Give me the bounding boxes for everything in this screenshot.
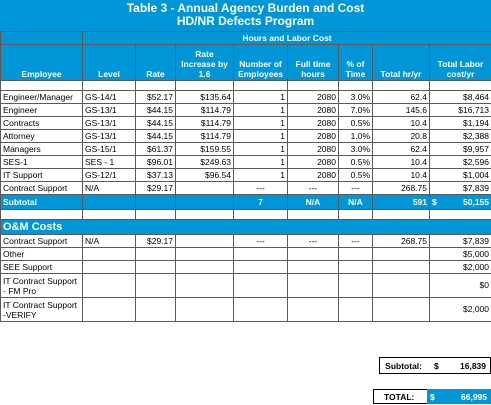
table-cell: $114.79 <box>176 104 234 117</box>
table-cell: --- <box>339 235 373 248</box>
table-cell: --- <box>234 235 288 248</box>
table-cell: SES - 1 <box>83 156 136 169</box>
table-cell: $16,713 <box>430 104 491 117</box>
total-value: 66,995 <box>461 392 487 402</box>
table-cell: 1 <box>234 117 288 130</box>
spacer-cell <box>339 81 373 91</box>
table-cell: GS-15/1 <box>83 143 136 156</box>
table-cell: N/A <box>83 235 136 248</box>
table-cell <box>288 274 339 298</box>
table-cell: 20.8 <box>373 130 430 143</box>
table-cell: $9,957 <box>430 143 491 156</box>
table-cell: Managers <box>1 143 83 156</box>
table-cell: GS-13/1 <box>83 130 136 143</box>
table-cell <box>83 274 136 298</box>
om-row <box>1 274 491 298</box>
table-cell: $61.37 <box>136 143 176 156</box>
subtotal-label: Subtotal <box>1 195 83 210</box>
spacer-cell <box>288 81 339 91</box>
subtotal-percent: N/A <box>339 195 373 210</box>
spacer-cell <box>83 210 136 220</box>
table-cell: 268.75 <box>373 235 430 248</box>
total-currency: $ <box>430 392 435 402</box>
table-cell: $114.79 <box>176 117 234 130</box>
group-header-row <box>1 32 491 45</box>
subtotal-currency: $ <box>432 196 437 207</box>
table-cell <box>339 261 373 274</box>
subtotal-value: 50,155 <box>463 196 490 207</box>
table-cell: 1 <box>234 91 288 104</box>
om-row <box>1 248 491 261</box>
table-cell <box>288 248 339 261</box>
table-cell: Contracts <box>1 117 83 130</box>
table-cell: 3.0% <box>339 91 373 104</box>
om-row <box>1 235 491 248</box>
table-cell: 62.4 <box>373 143 430 156</box>
table-cell: 3.0% <box>339 143 373 156</box>
table-cell: 10.4 <box>373 117 430 130</box>
spacer-cell <box>373 81 430 91</box>
table-cell: 10.4 <box>373 156 430 169</box>
col-header-level: Level <box>83 45 136 81</box>
col-header-full-time-hours: Full time hours <box>288 45 339 81</box>
subtotal-row <box>1 195 491 210</box>
table-cell: N/A <box>83 182 136 195</box>
table-cell: 2080 <box>288 130 339 143</box>
table-cell <box>339 298 373 322</box>
table-cell: $0 <box>430 274 491 298</box>
spacer-cell <box>83 81 136 91</box>
subtotal-cost <box>430 195 491 210</box>
subtotal-cell <box>83 195 136 210</box>
om-row <box>1 261 491 274</box>
spacer-cell <box>430 210 491 220</box>
table-cell: $52.17 <box>136 91 176 104</box>
table-cell: 2080 <box>288 156 339 169</box>
spacer-row <box>1 210 491 220</box>
spacer-cell <box>1 210 83 220</box>
table-cell: 268.75 <box>373 182 430 195</box>
spacer-cell <box>339 210 373 220</box>
table-cell <box>373 248 430 261</box>
table-cell <box>373 274 430 298</box>
spacer-cell <box>234 81 288 91</box>
table-cell: 1 <box>234 169 288 182</box>
group-header: Hours and Labor Cost <box>83 32 491 45</box>
table-cell <box>373 298 430 322</box>
col-header-rate: Rate <box>136 45 176 81</box>
table-cell: Contract Support <box>1 182 83 195</box>
table-cell <box>83 261 136 274</box>
labor-row <box>1 169 491 182</box>
table-cell <box>83 248 136 261</box>
table-cell: 62.4 <box>373 91 430 104</box>
table-cell: 1.0% <box>339 130 373 143</box>
table-cell <box>339 248 373 261</box>
om-subtotal-label: Subtotal: <box>385 361 422 371</box>
om-row <box>1 298 491 322</box>
table-cell <box>234 298 288 322</box>
table-cell: Other <box>1 248 83 261</box>
spacer-cell <box>234 210 288 220</box>
table-cell: $8,464 <box>430 91 491 104</box>
table-cell: $2,596 <box>430 156 491 169</box>
table-cell: Contract Support <box>1 235 83 248</box>
table-cell: IT Support <box>1 169 83 182</box>
title-line-1: Table 3 - Annual Agency Burden and Cost <box>126 1 365 15</box>
table-cell: 2080 <box>288 117 339 130</box>
table-cell <box>176 235 234 248</box>
table-cell: 7.0% <box>339 104 373 117</box>
table-cell <box>176 274 234 298</box>
table-cell: $44.15 <box>136 130 176 143</box>
subtotal-total-hours: 591 <box>373 195 430 210</box>
table-cell <box>176 298 234 322</box>
table-cell <box>136 248 176 261</box>
table-cell <box>373 261 430 274</box>
table-cell: 0.5% <box>339 117 373 130</box>
column-header-row <box>1 45 491 81</box>
table-cell: $159.55 <box>176 143 234 156</box>
om-header: O&M Costs <box>1 220 491 235</box>
col-header-total-hours: Total hr/yr <box>373 45 430 81</box>
table-cell: SES-1 <box>1 156 83 169</box>
table-cell: $7,839 <box>430 182 491 195</box>
blank-cell <box>1 32 83 45</box>
table-cell: GS-13/1 <box>83 117 136 130</box>
table-cell: $37.13 <box>136 169 176 182</box>
table-cell: $114.79 <box>176 130 234 143</box>
table-cell: Engineer/Manager <box>1 91 83 104</box>
table-cell: $44.15 <box>136 117 176 130</box>
table-cell: 1 <box>234 143 288 156</box>
table-cell: $249.63 <box>176 156 234 169</box>
table-cell: 0.5% <box>339 169 373 182</box>
table-cell: $2,000 <box>430 261 491 274</box>
labor-row <box>1 130 491 143</box>
labor-row <box>1 104 491 117</box>
table-cell: $1,194 <box>430 117 491 130</box>
table-cell: Engineer <box>1 104 83 117</box>
om-subtotal-currency: $ <box>434 361 439 371</box>
table-cell: --- <box>234 182 288 195</box>
labor-row <box>1 143 491 156</box>
labor-row <box>1 182 491 195</box>
table-cell: 2080 <box>288 91 339 104</box>
table-cell <box>83 298 136 322</box>
table-cell <box>234 248 288 261</box>
total-value-box <box>427 389 491 404</box>
table-cell: $5,000 <box>430 248 491 261</box>
labor-row <box>1 117 491 130</box>
table-cell: $7,839 <box>430 235 491 248</box>
subtotal-cell <box>176 195 234 210</box>
om-header-row <box>1 220 491 235</box>
title-line-2: HD/NR Defects Program <box>176 14 315 28</box>
table-cell: $96.54 <box>176 169 234 182</box>
spacer-cell <box>288 210 339 220</box>
table-cell: $29.17 <box>136 235 176 248</box>
table-cell: 2080 <box>288 143 339 156</box>
table-cell: IT Contract Support - FM Pro <box>1 274 83 298</box>
subtotal-cell <box>136 195 176 210</box>
labor-row <box>1 91 491 104</box>
spacer-cell <box>430 81 491 91</box>
table-cell: 0.5% <box>339 156 373 169</box>
spacer-cell <box>373 210 430 220</box>
spacer-cell <box>176 81 234 91</box>
col-header-employee: Employee <box>1 45 83 81</box>
table-cell: Attorney <box>1 130 83 143</box>
table-cell: --- <box>288 235 339 248</box>
spacer-cell <box>176 210 234 220</box>
grand-total <box>373 389 491 404</box>
col-header-total-labor-cost: Total Labor cost/yr <box>430 45 491 81</box>
spacer-row <box>1 81 491 91</box>
table-cell <box>136 274 176 298</box>
total-label: TOTAL: <box>384 392 415 402</box>
table-cell <box>234 274 288 298</box>
table-cell: 2080 <box>288 169 339 182</box>
subtotal-employees: 7 <box>234 195 288 210</box>
table-cell: $1,004 <box>430 169 491 182</box>
col-header-rate-increase: Rate Increase by 1.6 <box>176 45 234 81</box>
table-cell <box>136 298 176 322</box>
table-cell <box>234 261 288 274</box>
table-cell: $96.01 <box>136 156 176 169</box>
table-cell <box>339 274 373 298</box>
table-cell: 1 <box>234 156 288 169</box>
spacer-cell <box>136 81 176 91</box>
col-header-number-employees: Number of Employees <box>234 45 288 81</box>
table-cell <box>288 298 339 322</box>
table-cell: GS-13/1 <box>83 104 136 117</box>
om-subtotal-value: 16,839 <box>460 361 486 371</box>
table-cell: $135.64 <box>176 91 234 104</box>
table-cell: 145.6 <box>373 104 430 117</box>
spacer-cell <box>136 210 176 220</box>
table-cell: 2080 <box>288 104 339 117</box>
table-cell: $2,000 <box>430 298 491 322</box>
col-header-percent-time: % of Time <box>339 45 373 81</box>
table-cell: --- <box>288 182 339 195</box>
table-cell <box>176 182 234 195</box>
table-cell: 1 <box>234 104 288 117</box>
labor-table <box>0 31 491 322</box>
table-cell: $2,388 <box>430 130 491 143</box>
om-subtotal <box>379 357 491 374</box>
table-cell: IT Contract Support -VERIFY <box>1 298 83 322</box>
table-cell: SEE Support <box>1 261 83 274</box>
table-cell <box>176 248 234 261</box>
table-cell: --- <box>339 182 373 195</box>
table-cell: GS-14/1 <box>83 91 136 104</box>
table-cell: GS-12/1 <box>83 169 136 182</box>
table-cell: 1 <box>234 130 288 143</box>
table-cell <box>176 261 234 274</box>
table-cell <box>288 261 339 274</box>
table-cell: $29.17 <box>136 182 176 195</box>
table-cell: 10.4 <box>373 169 430 182</box>
table-title <box>0 0 491 31</box>
spacer-cell <box>1 81 83 91</box>
subtotal-hours: N/A <box>288 195 339 210</box>
table-cell: $44.15 <box>136 104 176 117</box>
table-cell <box>136 261 176 274</box>
labor-row <box>1 156 491 169</box>
